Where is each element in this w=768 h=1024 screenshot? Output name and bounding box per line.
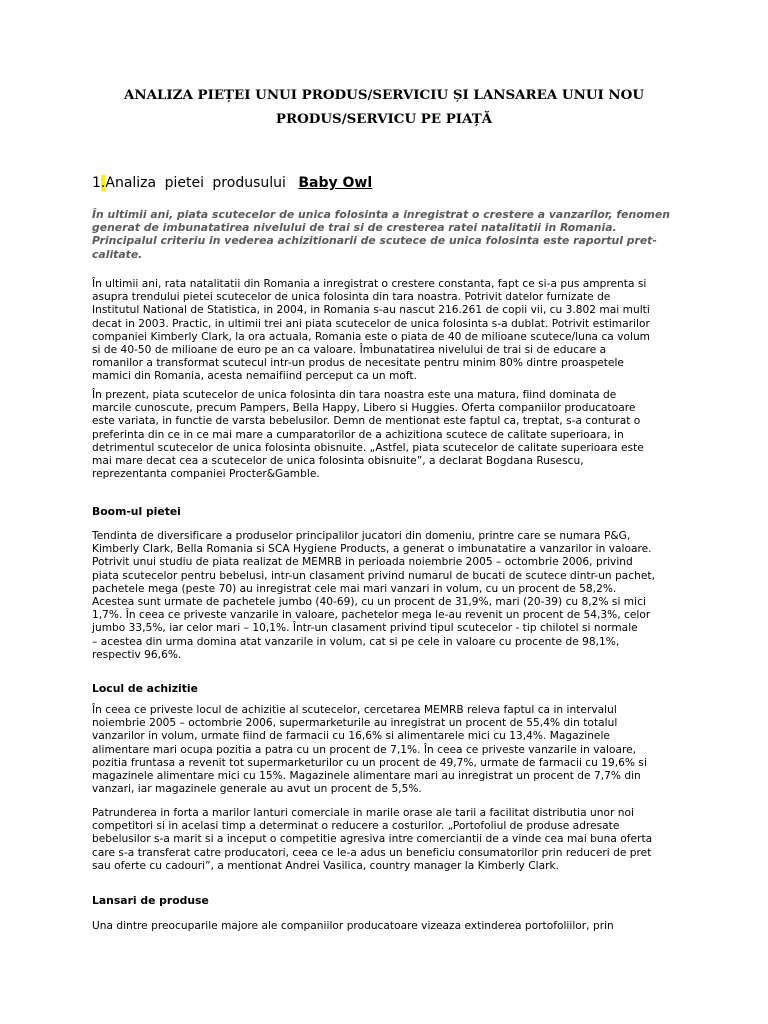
section-heading xyxy=(92,175,372,191)
intro-paragraph: În ultimii ani, piata scutecelor de unica folosinta a inregistrat o crestere a vanzarilor, fenomen generat de imbunatatirea nivelului de trai si de cresterea ratei natalitatii in Romania. Principalul criteriu in vederea achizitionarii de scutece de unica folosinta este raportul pret- calitate. xyxy=(92,208,670,261)
heading-purchase-location: Locul de achizitie xyxy=(92,682,198,695)
heading-boom: Boom-ul pietei xyxy=(92,505,181,518)
section-word-1: Analiza xyxy=(105,175,157,191)
product-name: Baby Owl xyxy=(298,175,373,191)
section-word-2: pietei xyxy=(164,175,204,191)
section-number: 1 xyxy=(92,175,101,191)
paragraph-market-present: În prezent, piata scutecelor de unica folosinta din tara noastra este una matura, fiind dominata de marcile cunoscute, precum Pampers, Bella Happy, Libero si Huggies. Oferta companiilor producatoare este variata, in functie de varsta bebelusilor. Demn de mentionat este faptul ca, treptat, s-a conturat o preferinta din ce in ce mai mare a cumparatorilor de a achizitiona scutece de calitate superioara, in detrimentul scutecelor de unica folosinta obisnuite. „Astfel, piata scutecelor de calitate superioara este mai mare decat cea a scutecelor de unica folosinta obisnuite”, a declarat Bogdana Rusescu, reprezentanta companiei Procter&Gamble. xyxy=(92,389,644,481)
paragraph-boom: Tendinta de diversificare a produselor principalilor jucatori din domeniu, printre care se numara P&G, Kimberly Clark, Bella Romania si SCA Hygiene Products, a generat o imbunatatire a vanzarilor in valoare. Potrivit unui studiu de piata realizat de MEMRB in perioada noiembrie 2005 – octombrie 2006, privind piata scutecelor pentru bebelusi, intr-un clasament privind numarul de bucati de scutece dintr-un pachet, pachetele mega (peste 70) au inregistrat cele mai mari vanzari in volum, cu un procent de 58,2%. Acestea sunt urmate de pachetele jumbo (40-69), cu un procent de 31,9%, mari (20-39) cu 8,2% si mici 1,7%. În ceea ce priveste vanzarile in valoare, pachetelor mega le-au revenit un procent de 54,3%, celor jumbo 33,5%, iar celor mari – 10,1%. Într-un clasament privind tipul scutecelor - tip chilotel si normale – acestea din urma domina atat vanzarile in volum, cat si pe cele in valoare cu procente de 98,1%, respectiv 96,6%. xyxy=(92,530,655,661)
paragraph-purchase-location: În ceea ce priveste locul de achizitie al scutecelor, cercetarea MEMRB releva faptul ca in intervalul noiembrie 2005 – octombrie 2006, supermarketurile au inregistrat un procent de 55,4% din totalul vanzarilor in volum, urmate fiind de farmacii cu 16,6% si alimentarele mici cu 13,4%. Magazinele alimentare mari ocupa pozitia a patra cu un procent de 7,1%. În ceea ce priveste vanzarile in valoare, pozitia fruntasa a revenit tot supermarketurilor cu un procent de 49,7%, urmate de farmacii cu 19,6% si magazinele alimentare mici cu 15%. Magazinele alimentare mari au inregistrat un procent de 7,7% din vanzari, iar magazinele generale au avut un procent de 5,5%. xyxy=(92,704,647,796)
paragraph-product-launches: Una dintre preocuparile majore ale companiilor producatoare vizeaza extinderea portofoliilor, prin xyxy=(92,920,614,932)
section-word-3: produsului xyxy=(212,175,286,191)
paragraph-natality: În ultimii ani, rata natalitatii din Romania a inregistrat o crestere constanta, fapt ce si-a pus amprenta si asupra trendului pietei scutecelor de unica folosinta din tara noastra. Potrivit datelor furnizate de Institutul National de Statistica, in 2004, in Romania s-au nascut 216.261 de copii vii, cu 3.802 mai multi decat in 2003. Practic, in ultimii trei ani piata scutecelor de unica folosinta s-a dublat. Potrivit estimarilor companiei Kimberly Clark, la ora actuala, Romania este o piata de 40 de milioane scutece/luna ca volum si de 40-50 de milioane de euro pe an ca valoare. Îmbunatatirea nivelului de trai si de educare a romanilor a transformat scutecul intr-un produs de necesitate pentru minim 80% dintre proaspetele mamici din Romania, acesta nemaifiind perceput ca un moft. xyxy=(92,278,651,383)
heading-product-launches: Lansari de produse xyxy=(92,894,209,907)
section-number-dot-highlight: . xyxy=(100,175,106,191)
document-title-line-2: PRODUS/SERVICU PE PIAȚĂ xyxy=(275,111,493,127)
paragraph-retail-chains: Patrunderea in forta a marilor lanturi comerciale in marile orase ale tarii a facilitat distributia unor noi competitori si in acelasi timp a determinat o reducere a costurilor. „Portofoliul de produse adresate bebelusilor s-a marit si a inceput o competitie agresiva intre comerciantii de a vinde cea mai buna oferta care s-a transferat catre producatori, ceea ce le-a adus un beneficiu consumatorilor prin reduceri de pret sau oferte cu cadouri”, a mentionat Andrei Vasilica, country manager la Kimberly Clark. xyxy=(92,807,653,872)
document-title-line-1: ANALIZA PIEȚEI UNUI PRODUS/SERVICIU ȘI LANSAREA UNUI NOU xyxy=(123,87,645,103)
